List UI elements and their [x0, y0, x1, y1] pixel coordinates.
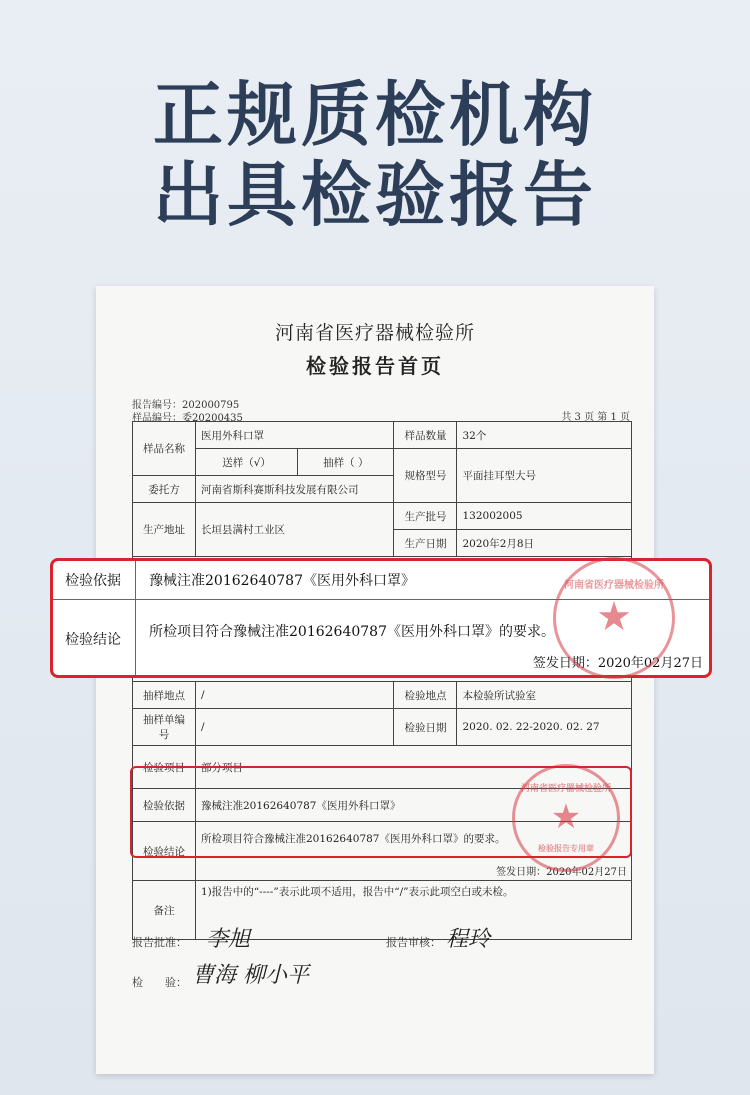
note-label: 备注: [133, 881, 196, 940]
sampling-place-label: 抽样地点: [133, 682, 196, 709]
zoom-issue-date: 签发日期：2020年02月27日: [532, 656, 703, 671]
zoom-basis-label: 检验依据: [65, 573, 121, 589]
zoom-stamp-text: 河南省医疗器械检验所: [564, 580, 664, 591]
test-place-value: 本检验所试验室: [457, 682, 632, 709]
spec-label: 规格型号: [394, 449, 457, 503]
zoom-conclusion-value: 所检项目符合豫械注准20162640787《医用外科口罩》的要求。: [149, 624, 555, 640]
zoom-conclusion-label: 检验结论: [65, 632, 121, 648]
sampling-no-value: /: [196, 709, 394, 746]
highlight-box-small: [130, 766, 632, 858]
basis-label: 检验依据: [133, 789, 196, 822]
report-number: 报告编号：202000795: [132, 400, 240, 411]
sample-qty-value: 32个: [457, 422, 632, 449]
report-title: 检验报告首页: [306, 354, 444, 378]
batch-label: 生产批号: [394, 503, 457, 530]
report-document: [96, 286, 654, 1074]
client-value: 河南省斯科赛斯科技发展有限公司: [196, 476, 394, 503]
zoom-callout: [50, 558, 712, 678]
inspect-signature: 曹海 柳小平: [192, 963, 309, 988]
note-value: 1)报告中的“----”表示此项不适用，报告中“/”表示此项空白或未检。: [196, 881, 632, 940]
items-label: 检验项目: [133, 746, 196, 789]
items-value: 部分项目: [196, 746, 632, 789]
prod-date-value: 2020年2月8日: [457, 530, 632, 557]
review-label: 报告审核：: [386, 936, 441, 949]
zoom-stamp: [553, 557, 675, 679]
zoom-basis-value: 豫械注准20162640787《医用外科口罩》: [149, 573, 415, 589]
sample-number: 样品编号：委20200435: [132, 413, 243, 424]
prod-date-label: 生产日期: [394, 530, 457, 557]
sample-name-label: 样品名称: [133, 422, 196, 476]
basis-value: 豫械注准20162640787《医用外科口罩》: [196, 789, 632, 822]
issue-date: 签发日期：2020年02月27日: [496, 867, 627, 878]
batch-value: 132002005: [457, 503, 632, 530]
address-label: 生产地址: [133, 503, 196, 557]
stamp-star-icon: ★: [550, 797, 582, 837]
inspect-label: 检 验：: [132, 976, 187, 989]
approve-signature: 李旭: [206, 927, 251, 952]
sample-name-value: 医用外科口罩: [196, 422, 394, 449]
client-label: 委托方: [133, 476, 196, 503]
zoom-stamp-star-icon: ★: [596, 594, 632, 640]
institution-name: 河南省医疗器械检验所: [274, 322, 475, 344]
spec-value: 平面挂耳型大号: [457, 449, 632, 503]
headline-line-2: 出具检验报告: [153, 154, 597, 236]
approve-label: 报告批准：: [132, 936, 187, 949]
headline-line-1: 正规质检机构: [153, 74, 597, 156]
draw-sample: 抽样（ ）: [298, 449, 394, 476]
sampling-no-label: 抽样单编号: [133, 709, 196, 746]
stamp-subtext: 检验报告专用章: [538, 843, 594, 853]
stamp-text: 河南省医疗器械检验所: [520, 784, 611, 794]
send-sample: 送样（√）: [196, 449, 298, 476]
test-place-label: 检验地点: [394, 682, 457, 709]
test-date-value: 2020. 02. 22-2020. 02. 27: [457, 709, 632, 746]
conclusion-label: 检验结论: [133, 822, 196, 881]
conclusion-value: 所检项目符合豫械注准20162640787《医用外科口罩》的要求。: [201, 833, 506, 845]
test-date-label: 检验日期: [394, 709, 457, 746]
sampling-place-value: /: [196, 682, 394, 709]
page-info: 共 3 页 第 1 页: [561, 412, 630, 423]
review-signature: 程玲: [446, 927, 491, 952]
sample-qty-label: 样品数量: [394, 422, 457, 449]
address-value: 长垣县满村工业区: [196, 503, 394, 557]
